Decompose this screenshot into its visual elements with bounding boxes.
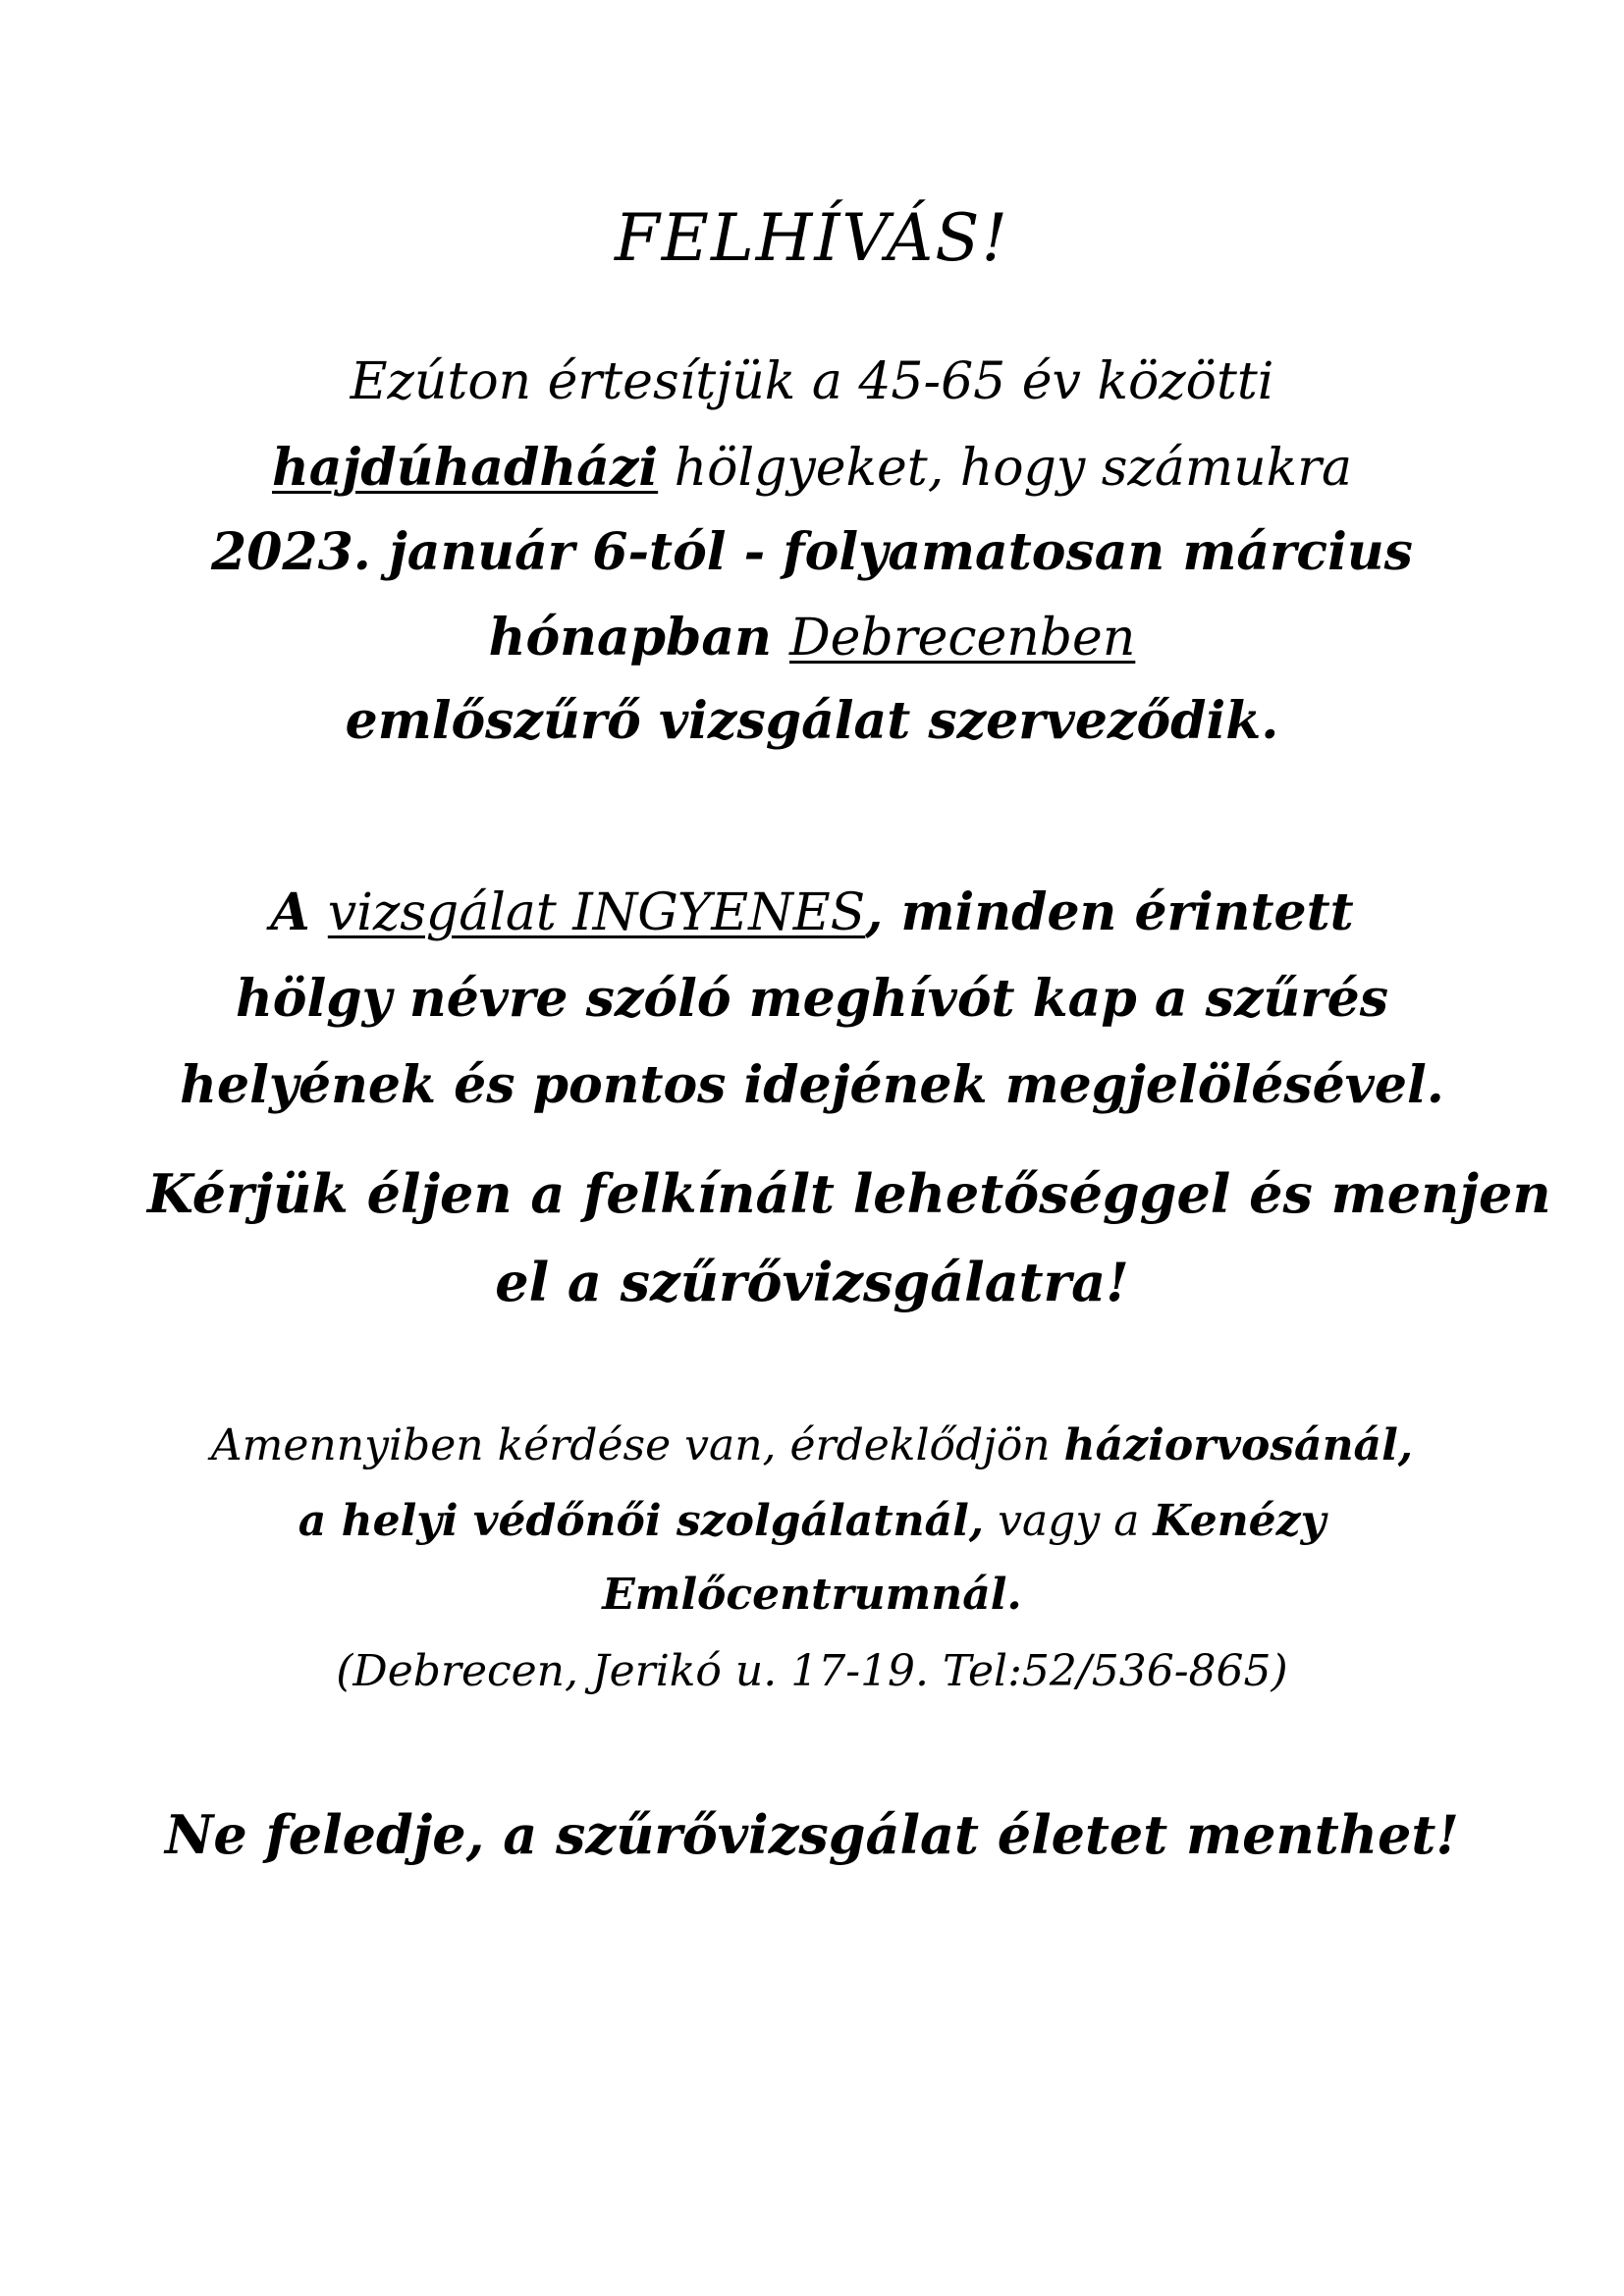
- intro-line-3: 2023. január 6-tól - folyamatosan március: [211, 522, 1413, 582]
- info-line-3: Emlőcentrumnál.: [602, 1570, 1022, 1620]
- info-gp: háziorvosánál,: [1063, 1420, 1414, 1470]
- info-line-1-pre: Amennyiben kérdése van, érdeklődjön: [210, 1420, 1064, 1470]
- intro-line-1: Ezúton értesítjük a 45-65 év közötti: [350, 352, 1274, 411]
- info-nurse: a helyi védőnői szolgálatnál,: [298, 1496, 985, 1546]
- ask-line-2: el a szűrővizsgálatra!: [495, 1251, 1129, 1313]
- free-line-1-rest: , minden érintett: [865, 882, 1354, 942]
- intro-line-2-rest: hölgyeket, hogy számukra: [658, 439, 1352, 498]
- intro-line-5: emlőszűrő vizsgálat szerveződik.: [345, 691, 1279, 751]
- info-line-2-mid: vagy a: [984, 1496, 1154, 1546]
- info-address: (Debrecen, Jerikó u. 17-19. Tel:52/536-865): [336, 1646, 1288, 1696]
- page-title: FELHÍVÁS!: [614, 200, 1009, 276]
- free-line-1-pre: A: [270, 882, 328, 942]
- intro-line-2: [147, 439, 1477, 499]
- ask-line-1: Kérjük éljen a felkínált lehetőséggel és menjen: [147, 1162, 1551, 1225]
- town-name: hajdúhadházi: [272, 438, 659, 498]
- free-line-2: hölgy névre szóló meghívót kap a szűrés: [235, 969, 1389, 1029]
- city-name: Debrecenben: [788, 609, 1136, 667]
- free-highlight: vizsgálat INGYENES: [327, 883, 866, 942]
- intro-line-4-pre: hónapban: [488, 608, 789, 667]
- intro-line-4: [147, 609, 1477, 668]
- info-line-1: [147, 1421, 1477, 1471]
- info-line-2: [147, 1497, 1477, 1547]
- free-line-3: helyének és pontos idejének megjelölésével.: [180, 1055, 1444, 1115]
- info-kenezy: Kenézy: [1153, 1496, 1326, 1546]
- free-line-1: [147, 883, 1477, 943]
- closing-line: Ne feledje, a szűrővizsgálat életet menthet!: [165, 1803, 1459, 1866]
